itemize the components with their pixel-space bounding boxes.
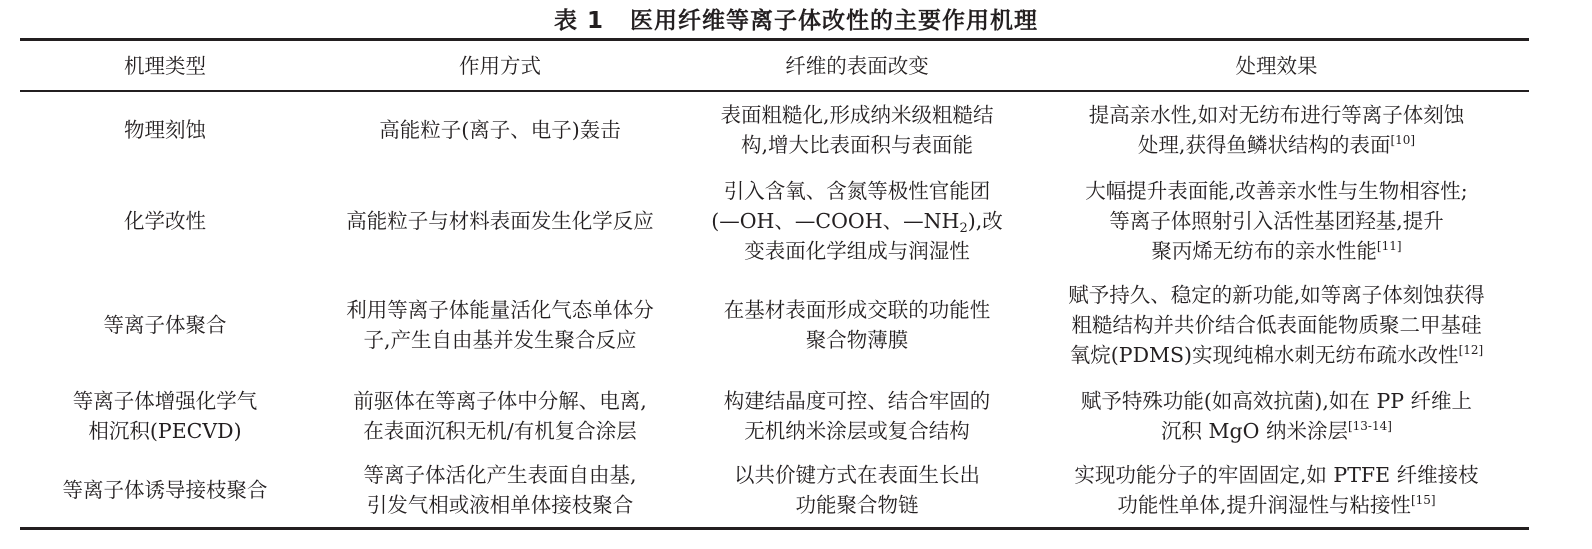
cell-line: 大幅提升表面能,改善亲水性与生物相容性; xyxy=(1085,179,1468,203)
cell-line: 变表面化学组成与润湿性 xyxy=(744,239,970,263)
cell-line: 相沉积(PECVD) xyxy=(88,418,242,443)
cell-line: 在表面沉积无机/有机复合涂层 xyxy=(363,418,637,443)
cell-action-mode xyxy=(310,454,690,526)
cell-surface-change xyxy=(690,90,1024,169)
cell-line: 处理,获得鱼鳞状结构的表面 xyxy=(1137,132,1391,157)
cell-action-mode xyxy=(310,90,690,169)
table-row xyxy=(20,377,1529,454)
table-row xyxy=(20,169,1529,273)
cell-surface-change xyxy=(690,273,1024,377)
cell-line: 实现功能分子的牢固固定,如 PTFE 纤维接枝 xyxy=(1074,463,1479,487)
table-header-row xyxy=(20,41,1529,90)
citation-ref: [10] xyxy=(1390,132,1416,147)
cell-surface-change xyxy=(690,377,1024,454)
cell-action-mode xyxy=(310,273,690,377)
header-mechanism-type: 机理类型 xyxy=(124,53,206,78)
cell-action-mode xyxy=(310,377,690,454)
bottom-rule xyxy=(20,527,1529,530)
cell-line: 功能聚合物链 xyxy=(795,493,919,517)
cell-treatment-effect xyxy=(1024,90,1529,169)
cell-mechanism-type xyxy=(20,90,310,169)
table-row xyxy=(20,273,1529,377)
cell-line: 前驱体在等离子体中分解、电离, xyxy=(353,388,647,413)
cell-action-mode xyxy=(310,169,690,273)
table-caption xyxy=(0,6,1592,36)
header-surface-change: 纤维的表面改变 xyxy=(785,53,929,78)
cell-line: 表面粗糙化,形成纳米级粗糙结 xyxy=(720,102,994,127)
cell-line: 聚合物薄膜 xyxy=(805,328,909,352)
cell-line: 构建结晶度可控、结合牢固的 xyxy=(723,388,991,413)
cell-line: 等离子体增强化学气 xyxy=(72,388,258,413)
header-treatment-effect: 处理效果 xyxy=(1235,53,1318,78)
cell-line: 高能粒子(离子、电子)轰击 xyxy=(379,117,621,142)
cell-line: 赋予持久、稳定的新功能,如等离子体刻蚀获得 xyxy=(1068,283,1485,307)
table-number: 表 1 xyxy=(553,8,604,34)
cell-line: 聚丙烯无纺布的亲水性能 xyxy=(1151,239,1377,263)
table-row xyxy=(20,90,1529,169)
mechanism-table xyxy=(20,41,1529,526)
cell-line: 无机纳米涂层或复合结构 xyxy=(744,418,970,443)
cell-treatment-effect xyxy=(1024,273,1529,377)
cell-treatment-effect xyxy=(1024,454,1529,526)
cell-line: 氧烷(PDMS)实现纯棉水刺无纺布疏水改性 xyxy=(1069,343,1459,367)
cell-treatment-effect xyxy=(1024,169,1529,273)
cell-line: 赋予特殊功能(如高效抗菌),如在 PP 纤维上 xyxy=(1080,388,1473,413)
cell-line: 引发气相或液相单体接枝聚合 xyxy=(366,493,634,517)
cell-line: 沉积 MgO 纳米涂层 xyxy=(1161,418,1348,443)
cell-line: 在基材表面形成交联的功能性 xyxy=(723,298,991,322)
citation-ref: [13-14] xyxy=(1347,418,1392,433)
cell-line: 以共价键方式在表面生长出 xyxy=(734,463,980,487)
cell-line: 等离子体照射引入活性基团羟基,提升 xyxy=(1109,209,1444,233)
cell-line: 等离子体诱导接枝聚合 xyxy=(62,478,268,502)
cell-surface-change xyxy=(690,454,1024,526)
cell-line: 等离子体活化产生表面自由基, xyxy=(363,463,637,487)
citation-ref: [12] xyxy=(1458,343,1484,357)
header-action-mode: 作用方式 xyxy=(459,53,541,78)
table-row xyxy=(20,454,1529,526)
cell-line: 提高亲水性,如对无纺布进行等离子体刻蚀 xyxy=(1088,102,1465,127)
cell-line: 子,产生自由基并发生聚合反应 xyxy=(363,328,637,352)
cell-mechanism-type xyxy=(20,273,310,377)
cell-line: 物理刻蚀 xyxy=(124,117,206,142)
cell-line: 引入含氧、含氮等极性官能团 xyxy=(723,179,991,203)
cell-line: 利用等离子体能量活化气态单体分 xyxy=(346,298,654,322)
table-title: 医用纤维等离子体改性的主要作用机理 xyxy=(630,8,1038,34)
cell-line: ),改 xyxy=(967,209,1003,233)
cell-line: 高能粒子与材料表面发生化学反应 xyxy=(346,209,654,233)
cell-treatment-effect xyxy=(1024,377,1529,454)
cell-line: 粗糙结构并共价结合低表面能物质聚二甲基硅 xyxy=(1071,313,1482,337)
cell-line: 构,增大比表面积与表面能 xyxy=(740,132,974,157)
cell-line: 化学改性 xyxy=(124,209,206,233)
cell-line: 等离子体聚合 xyxy=(103,313,227,337)
subscript: 2 xyxy=(959,221,968,236)
cell-mechanism-type xyxy=(20,169,310,273)
cell-line: (—OH、—COOH、—NH xyxy=(711,209,960,233)
citation-ref: [15] xyxy=(1410,493,1436,507)
cell-surface-change xyxy=(690,169,1024,273)
citation-ref: [11] xyxy=(1376,239,1402,253)
cell-mechanism-type xyxy=(20,454,310,526)
cell-line: 功能性单体,提升润湿性与粘接性 xyxy=(1117,493,1411,517)
cell-mechanism-type xyxy=(20,377,310,454)
